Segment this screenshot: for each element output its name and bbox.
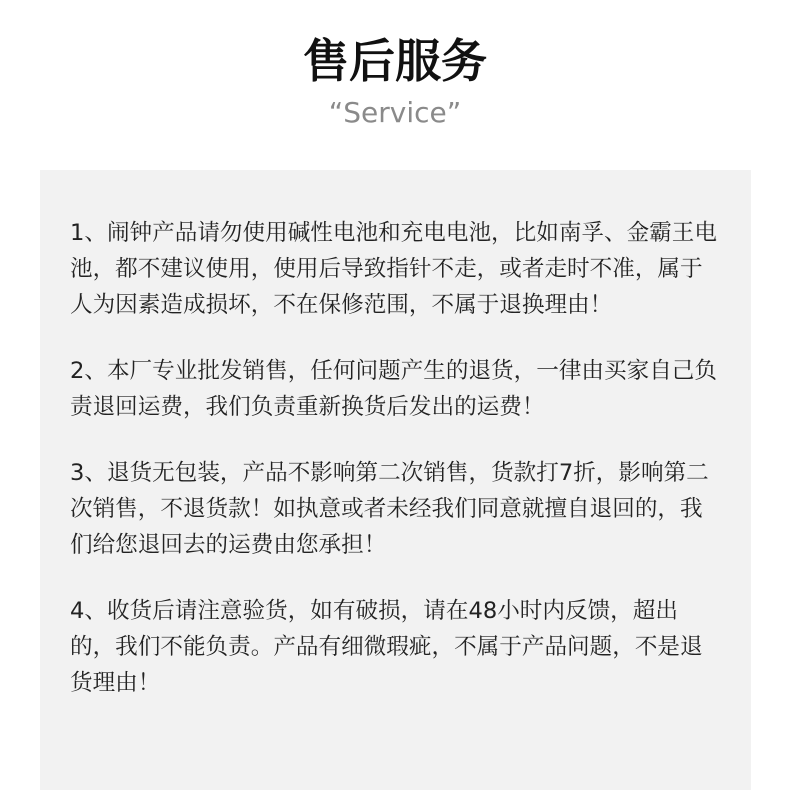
policy-panel <box>40 170 751 790</box>
page-subtitle: “Service” <box>328 96 462 129</box>
policy-item-4: 4、收货后请注意验货，如有破损，请在48小时内反馈，超出的，我们不能负责。产品有细微瑕疵，不属于产品问题，不是退货理由！ <box>70 598 703 696</box>
policy-item-1: 1、闹钟产品请勿使用碱性电池和充电电池，比如南孚、金霸王电池，都不建议使用，使用后导致指针不走，或者走时不准，属于人为因素造成损坏，不在保修范围，不属于退换理由！ <box>70 220 717 318</box>
policy-item-3: 3、退货无包装，产品不影响第二次销售，货款打7折，影响第二次销售，不退货款！如执意或者未经我们同意就擅自退回的，我们给您退回去的运费由您承担！ <box>70 460 709 558</box>
page-title: 售后服务 <box>303 34 487 88</box>
policy-item-2: 2、本厂专业批发销售，任何问题产生的退货，一律由买家自己负责退回运费，我们负责重新换货后发出的运费！ <box>70 358 717 420</box>
